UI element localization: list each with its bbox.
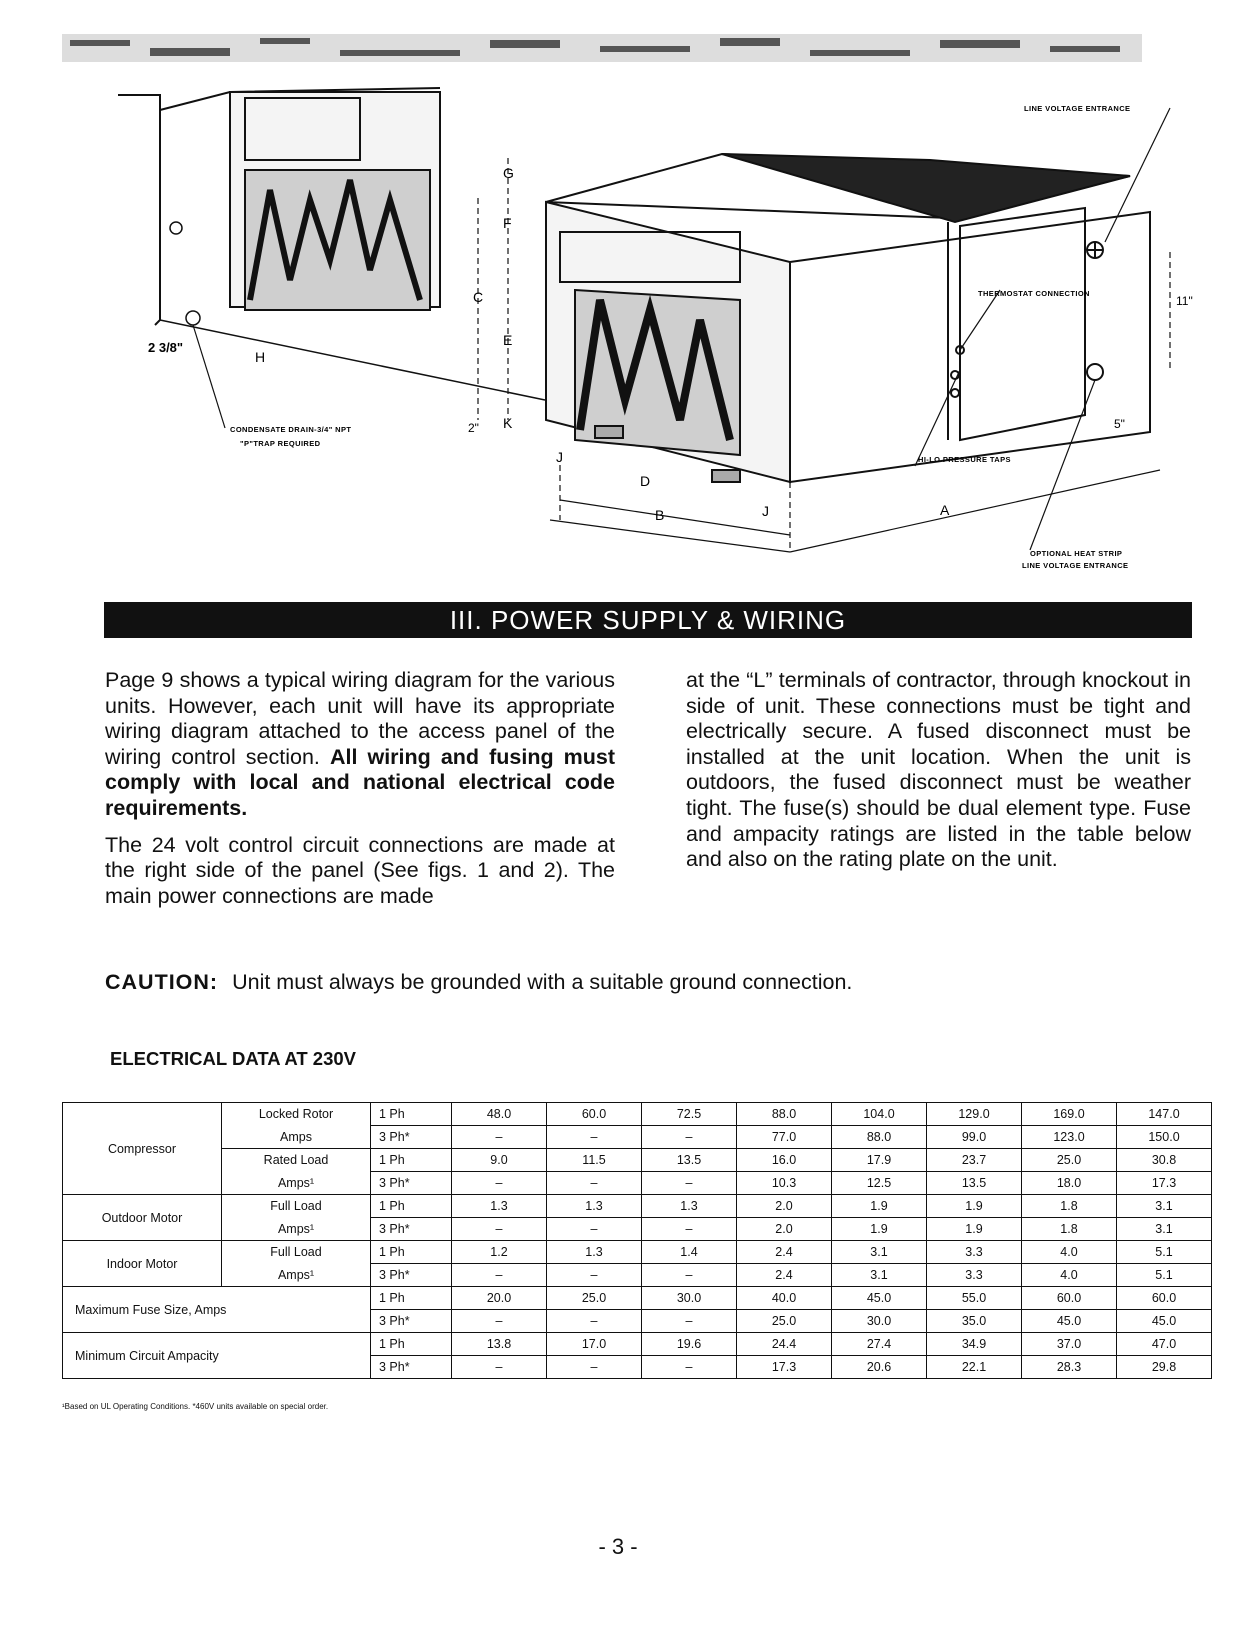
cell: 55.0 [927, 1287, 1022, 1310]
compressor-label: Compressor [63, 1103, 222, 1195]
phase-label: 1 Ph [371, 1241, 452, 1264]
cell: – [547, 1356, 642, 1379]
cell: – [547, 1126, 642, 1149]
text-column-left [105, 668, 615, 920]
table-title: ELECTRICAL DATA AT 230V [110, 1048, 357, 1069]
cell: 45.0 [832, 1287, 927, 1310]
right-paragraph-1: at the “L” terminals of contractor, through knockout in side of unit. These connections must be tight and electrically secure. A fused disconnect must be installed at the unit location. When the unit is outdoors, the fused disconnect must be weather tight. The fuse(s) should be dual element type. Fuse and ampacity ratings are listed in the table below and also on the rating plate on the unit. [686, 668, 1191, 872]
cell: 5.1 [1117, 1264, 1212, 1287]
cell: 18.0 [1022, 1172, 1117, 1195]
cell: 25.0 [547, 1287, 642, 1310]
cell: 72.5 [642, 1103, 737, 1126]
cell: 5.1 [1117, 1241, 1212, 1264]
cell: 3.1 [1117, 1195, 1212, 1218]
phase-label: 1 Ph [371, 1333, 452, 1356]
cell: 3.3 [927, 1241, 1022, 1264]
cell: 47.0 [1117, 1333, 1212, 1356]
amps-label: Amps [222, 1126, 371, 1149]
cell: 2.4 [737, 1264, 832, 1287]
heat-strip-label-2: LINE VOLTAGE ENTRANCE [1022, 561, 1129, 570]
cell: – [452, 1172, 547, 1195]
cell: 25.0 [737, 1310, 832, 1333]
cell: 104.0 [832, 1103, 927, 1126]
full-load-label: Full Load [222, 1195, 371, 1218]
cell: 27.4 [832, 1333, 927, 1356]
cell: 19.6 [642, 1333, 737, 1356]
phase-label: 3 Ph* [371, 1172, 452, 1195]
cell: 13.8 [452, 1333, 547, 1356]
page-number: - 3 - [598, 1534, 638, 1559]
rated-load-label: Rated Load [222, 1149, 371, 1172]
dim-letter-d: D [640, 473, 651, 489]
dim-letter-j1: J [556, 449, 563, 465]
cell: 29.8 [1117, 1356, 1212, 1379]
cell: 24.4 [737, 1333, 832, 1356]
phase-label: 3 Ph* [371, 1126, 452, 1149]
cell: 99.0 [927, 1126, 1022, 1149]
dim-letter-f: F [503, 215, 512, 231]
unit-dimension-figure [0, 0, 1236, 590]
cell: 45.0 [1117, 1310, 1212, 1333]
cell: – [547, 1218, 642, 1241]
table-row [63, 1264, 1212, 1287]
phase-label: 1 Ph [371, 1103, 452, 1126]
cell: 1.9 [832, 1218, 927, 1241]
amps1-label: Amps¹ [222, 1264, 371, 1287]
dim-letter-e: E [503, 332, 513, 348]
cell: – [452, 1310, 547, 1333]
section-heading: III. POWER SUPPLY & WIRING [104, 602, 1192, 638]
cell: 30.0 [832, 1310, 927, 1333]
dim-11: 11" [1176, 294, 1193, 308]
indoor-motor-label: Indoor Motor [63, 1241, 222, 1287]
cell: 60.0 [1117, 1287, 1212, 1310]
caution-text: Unit must always be grounded with a suitable ground connection. [232, 970, 853, 994]
cell: 3.1 [832, 1241, 927, 1264]
cell: – [642, 1356, 737, 1379]
dim-letter-k: K [503, 415, 513, 431]
condensate-label: CONDENSATE DRAIN-3/4" NPT [230, 425, 352, 434]
min-circuit-label: Minimum Circuit Ampacity [63, 1333, 371, 1379]
cell: – [547, 1172, 642, 1195]
cell: 60.0 [547, 1103, 642, 1126]
cell: 1.8 [1022, 1195, 1117, 1218]
cell: 13.5 [642, 1149, 737, 1172]
cell: – [547, 1264, 642, 1287]
table-row [63, 1218, 1212, 1241]
cell: 1.8 [1022, 1218, 1117, 1241]
dim-letter-j2: J [762, 503, 769, 519]
cell: 4.0 [1022, 1264, 1117, 1287]
cell: 30.0 [642, 1287, 737, 1310]
cell: 35.0 [927, 1310, 1022, 1333]
locked-rotor-label: Locked Rotor [222, 1103, 371, 1126]
cell: 1.9 [927, 1218, 1022, 1241]
cell: 28.3 [1022, 1356, 1117, 1379]
cell: – [452, 1356, 547, 1379]
cell: 13.5 [927, 1172, 1022, 1195]
electrical-data-table [62, 1102, 1212, 1379]
cell: 25.0 [1022, 1149, 1117, 1172]
cell: 150.0 [1117, 1126, 1212, 1149]
table-row [63, 1333, 1212, 1356]
cell: 40.0 [737, 1287, 832, 1310]
phase-label: 1 Ph [371, 1149, 452, 1172]
cell: 17.9 [832, 1149, 927, 1172]
cell: 1.3 [642, 1195, 737, 1218]
table-row [63, 1241, 1212, 1264]
table-row [63, 1195, 1212, 1218]
left-p1-bold: All wiring and fusing must comply with local and national electrical code requirements. [105, 744, 616, 820]
table-row [63, 1172, 1212, 1195]
line-voltage-label: LINE VOLTAGE ENTRANCE [1024, 104, 1131, 113]
left-paragraph-1 [105, 668, 615, 822]
max-fuse-label: Maximum Fuse Size, Amps [63, 1287, 371, 1333]
left-p1-text: Page 9 shows a typical wiring diagram for the various units. However, each unit will have its appropriate wiring diagram attached to the access panel of the wiring control section. [105, 668, 615, 769]
cell: 17.0 [547, 1333, 642, 1356]
dim-letter-a: A [940, 502, 950, 518]
cell: 1.3 [452, 1195, 547, 1218]
amps1-label: Amps¹ [222, 1172, 371, 1195]
cell: 3.1 [1117, 1218, 1212, 1241]
phase-label: 3 Ph* [371, 1264, 452, 1287]
dim-5: 5" [1114, 417, 1125, 431]
full-load-label: Full Load [222, 1241, 371, 1264]
cell: 45.0 [1022, 1310, 1117, 1333]
cell: – [642, 1218, 737, 1241]
text-column-right [686, 668, 1191, 884]
cell: – [547, 1310, 642, 1333]
dim-letter-g: G [503, 165, 514, 181]
phase-label: 3 Ph* [371, 1310, 452, 1333]
cell: – [642, 1310, 737, 1333]
cell: 11.5 [547, 1149, 642, 1172]
table-row [63, 1149, 1212, 1172]
cell: 88.0 [832, 1126, 927, 1149]
heat-strip-label: OPTIONAL HEAT STRIP [1030, 549, 1123, 558]
cell: 48.0 [452, 1103, 547, 1126]
dim-letter-h: H [255, 349, 266, 365]
cell: 23.7 [927, 1149, 1022, 1172]
phase-label: 3 Ph* [371, 1356, 452, 1379]
cell: 77.0 [737, 1126, 832, 1149]
thermostat-label: THERMOSTAT CONNECTION [978, 289, 1090, 298]
table-footnote: ¹Based on UL Operating Conditions. *460V units available on special order. [62, 1402, 329, 1411]
cell: 17.3 [1117, 1172, 1212, 1195]
cell: 20.0 [452, 1287, 547, 1310]
cell: 129.0 [927, 1103, 1022, 1126]
cell: 17.3 [737, 1356, 832, 1379]
cell: 3.3 [927, 1264, 1022, 1287]
cell: 1.9 [832, 1195, 927, 1218]
caution-label: CAUTION: [105, 970, 219, 994]
table-row [63, 1287, 1212, 1310]
phase-label: 1 Ph [371, 1287, 452, 1310]
dim-2: 2" [468, 421, 479, 435]
table-row [63, 1126, 1212, 1149]
cell: 123.0 [1022, 1126, 1117, 1149]
cell: 1.2 [452, 1241, 547, 1264]
cell: 1.3 [547, 1195, 642, 1218]
cell: 9.0 [452, 1149, 547, 1172]
cell: 60.0 [1022, 1287, 1117, 1310]
cell: – [452, 1126, 547, 1149]
caution-note [105, 970, 852, 995]
phase-label: 3 Ph* [371, 1218, 452, 1241]
dim-letter-c: C [473, 289, 484, 305]
cell: 10.3 [737, 1172, 832, 1195]
cell: 2.0 [737, 1218, 832, 1241]
cell: 1.3 [547, 1241, 642, 1264]
dim-2-3-8: 2 3/8" [148, 340, 184, 355]
cell: 20.6 [832, 1356, 927, 1379]
phase-label: 1 Ph [371, 1195, 452, 1218]
amps1-label: Amps¹ [222, 1218, 371, 1241]
cell: 16.0 [737, 1149, 832, 1172]
main-unit-drawing [546, 154, 1150, 482]
cell: 3.1 [832, 1264, 927, 1287]
p-trap-label: "P"TRAP REQUIRED [240, 439, 321, 448]
cell: – [642, 1126, 737, 1149]
cell: 2.0 [737, 1195, 832, 1218]
cell: 22.1 [927, 1356, 1022, 1379]
hi-lo-label: HI-LO PRESSURE TAPS [918, 455, 1011, 464]
table-row [63, 1103, 1212, 1126]
dim-letter-b: B [655, 507, 665, 523]
cell: 12.5 [832, 1172, 927, 1195]
cell: – [452, 1264, 547, 1287]
cell: 30.8 [1117, 1149, 1212, 1172]
cell: 147.0 [1117, 1103, 1212, 1126]
cell: – [642, 1264, 737, 1287]
cell: 88.0 [737, 1103, 832, 1126]
cell: 1.4 [642, 1241, 737, 1264]
cell: 1.9 [927, 1195, 1022, 1218]
cell: 2.4 [737, 1241, 832, 1264]
left-paragraph-2: The 24 volt control circuit connections are made at the right side of the panel (See figs. 1 and 2). The main power connections are made [105, 832, 615, 908]
outdoor-motor-label: Outdoor Motor [63, 1195, 222, 1241]
cell: – [642, 1172, 737, 1195]
cell: 37.0 [1022, 1333, 1117, 1356]
cell: – [452, 1218, 547, 1241]
cell: 169.0 [1022, 1103, 1117, 1126]
cell: 4.0 [1022, 1241, 1117, 1264]
cell: 34.9 [927, 1333, 1022, 1356]
